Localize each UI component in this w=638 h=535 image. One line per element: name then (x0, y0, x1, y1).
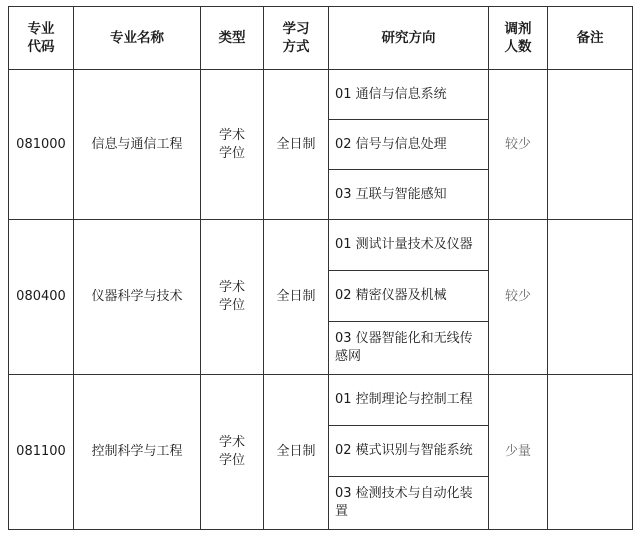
research-direction: 03 仪器智能化和无线传感网 (329, 322, 489, 375)
degree-type: 学术 学位 (201, 70, 264, 220)
major-name: 仪器科学与技术 (74, 220, 201, 375)
adjust-count: 较少 (489, 70, 548, 220)
research-direction: 02 精密仪器及机械 (329, 271, 489, 322)
research-direction: 03 检测技术与自动化装置 (329, 477, 489, 530)
study-mode: 全日制 (264, 70, 329, 220)
major-name: 信息与通信工程 (74, 70, 201, 220)
research-direction: 02 信号与信息处理 (329, 120, 489, 170)
header-adjust: 调剂 人数 (489, 7, 548, 70)
note-cell (548, 70, 633, 220)
table-row (9, 70, 633, 120)
header-name: 专业名称 (74, 7, 201, 70)
header-row (9, 7, 633, 70)
header-mode: 学习 方式 (264, 7, 329, 70)
degree-type: 学术 学位 (201, 375, 264, 530)
degree-type: 学术 学位 (201, 220, 264, 375)
research-direction: 01 通信与信息系统 (329, 70, 489, 120)
research-direction: 01 控制理论与控制工程 (329, 375, 489, 426)
header-type: 类型 (201, 7, 264, 70)
table-row (9, 220, 633, 271)
major-name: 控制科学与工程 (74, 375, 201, 530)
research-direction: 02 模式识别与智能系统 (329, 426, 489, 477)
table-row (9, 375, 633, 426)
adjust-count: 较少 (489, 220, 548, 375)
study-mode: 全日制 (264, 375, 329, 530)
note-cell (548, 220, 633, 375)
admissions-table (8, 6, 633, 530)
research-direction: 01 测试计量技术及仪器 (329, 220, 489, 271)
research-direction: 03 互联与智能感知 (329, 170, 489, 220)
adjust-count: 少量 (489, 375, 548, 530)
note-cell (548, 375, 633, 530)
header-code: 专业 代码 (9, 7, 74, 70)
major-code: 080400 (9, 220, 74, 375)
major-code: 081000 (9, 70, 74, 220)
header-direction: 研究方向 (329, 7, 489, 70)
major-code: 081100 (9, 375, 74, 530)
header-note: 备注 (548, 7, 633, 70)
study-mode: 全日制 (264, 220, 329, 375)
